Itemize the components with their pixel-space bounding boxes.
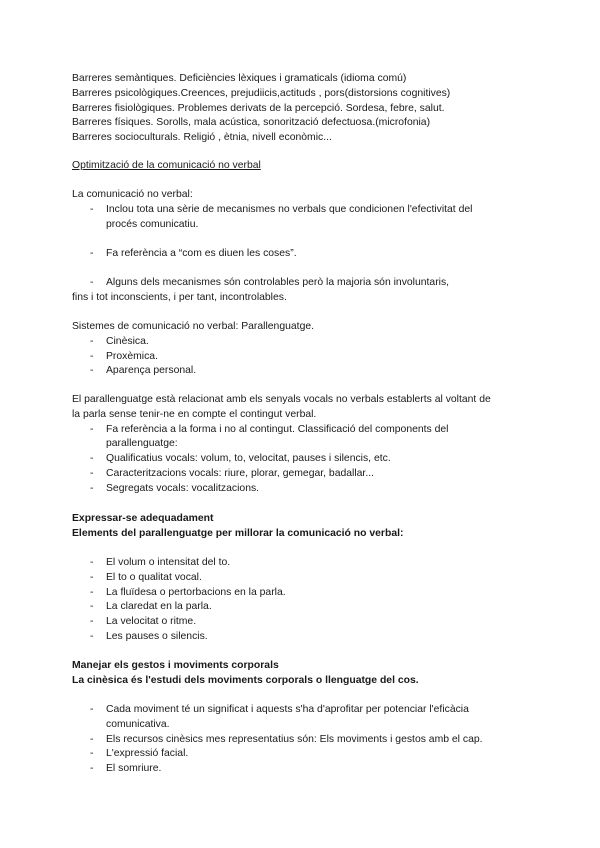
list-item: - Les pauses o silencis. [72,630,532,645]
list-item: - Aparença personal. [72,364,532,379]
list-item: - El to o qualitat vocal. [72,571,532,586]
list-item: - Inclou tota una sèrie de mecanismes no verbals que condicionen l'efectivitat del procés comunicatiu. [72,203,506,233]
express-list [72,556,532,645]
list-item: - Proxèmica. [72,350,532,365]
heading: La cinèsica és l'estudi dels moviments corporals o llenguatge del cos. [72,674,419,686]
paragraph: la parla sense tenir-ne en compte el contingut verbal. [72,408,317,420]
heading: Manejar els gestos i moviments corporals [72,660,279,671]
paragraph: fins i tot inconscients, i per tant, incontrolables. [72,291,287,303]
section-title: Optimització de la comunicació no verbal [72,160,261,171]
barrier-line: Barreres fisiològiques. Problemes derivats de la percepció. Sordesa, febre, salut. [72,102,445,114]
systems-block [72,320,532,379]
list-item: - El volum o intensitat del to. [72,556,532,571]
list-item: - L'expressió facial. [72,747,532,762]
list-item: - Qualificatius vocals: volum, to, velocitat, pauses i silencis, etc. [72,452,532,467]
heading: Expressar-se adequadament [72,513,214,524]
list-item: - Alguns dels mecanismes són controlables però la majoria són involuntaris, [72,276,532,291]
barrier-line: Barreres semàntiques. Deficiències lèxiques i gramaticals (idioma comú) [72,73,407,84]
list-item: - La claredat en la parla. [72,600,532,615]
nonverbal-block-2 [72,247,532,262]
paralanguage-block [72,393,532,497]
list-item: - Segregats vocals: vocalitzacions. [72,482,532,497]
list-item: - La fluïdesa o pertorbacions en la parla. [72,586,532,601]
heading: Elements del parallenguatge per millorar la comunicació no verbal: [72,527,404,539]
section-optimization [72,159,532,174]
list-item: - Caracteritzacions vocals: riure, plorar, gemegar, badallar... [72,467,532,482]
list-item: - Fa referència a la forma i no al contingut. Classificació del components del parallenguatge: [72,423,506,453]
paragraph: El parallenguatge està relacionat amb els senyals vocals no verbals establerts al voltant de [72,394,491,405]
barriers-list [72,72,532,146]
nonverbal-block-3 [72,276,532,306]
paragraph: Sistemes de comunicació no verbal: Parallenguatge. [72,321,315,332]
barrier-line: Barreres psicològiques.Creences, prejudiicis,actituds , pors(distorsions cognitives) [72,87,451,99]
list-item: - Els recursos cinèsics mes representatius són: Els moviments i gestos amb el cap. [72,733,532,748]
list-item: - El somriure. [72,762,532,777]
list-item: - Fa referència a “com es diuen les coses”. [72,247,532,262]
gestures-list [72,703,532,777]
gestures-block [72,659,532,689]
barrier-line: Barreres socioculturals. Religió , ètnia, nivell econòmic... [72,132,332,144]
list-item: - La velocitat o ritme. [72,615,532,630]
list-item: - Cinèsica. [72,335,532,350]
list-item: - Cada moviment té un significat i aquests s'ha d'aprofitar per potenciar l'eficàcia comunicativa. [72,703,506,733]
nonverbal-block [72,188,532,232]
express-block [72,512,532,542]
barrier-line: Barreres físiques. Sorolls, mala acústica, sonorització defectuosa.(microfonia) [72,117,431,129]
paragraph: La comunicació no verbal: [72,189,193,200]
